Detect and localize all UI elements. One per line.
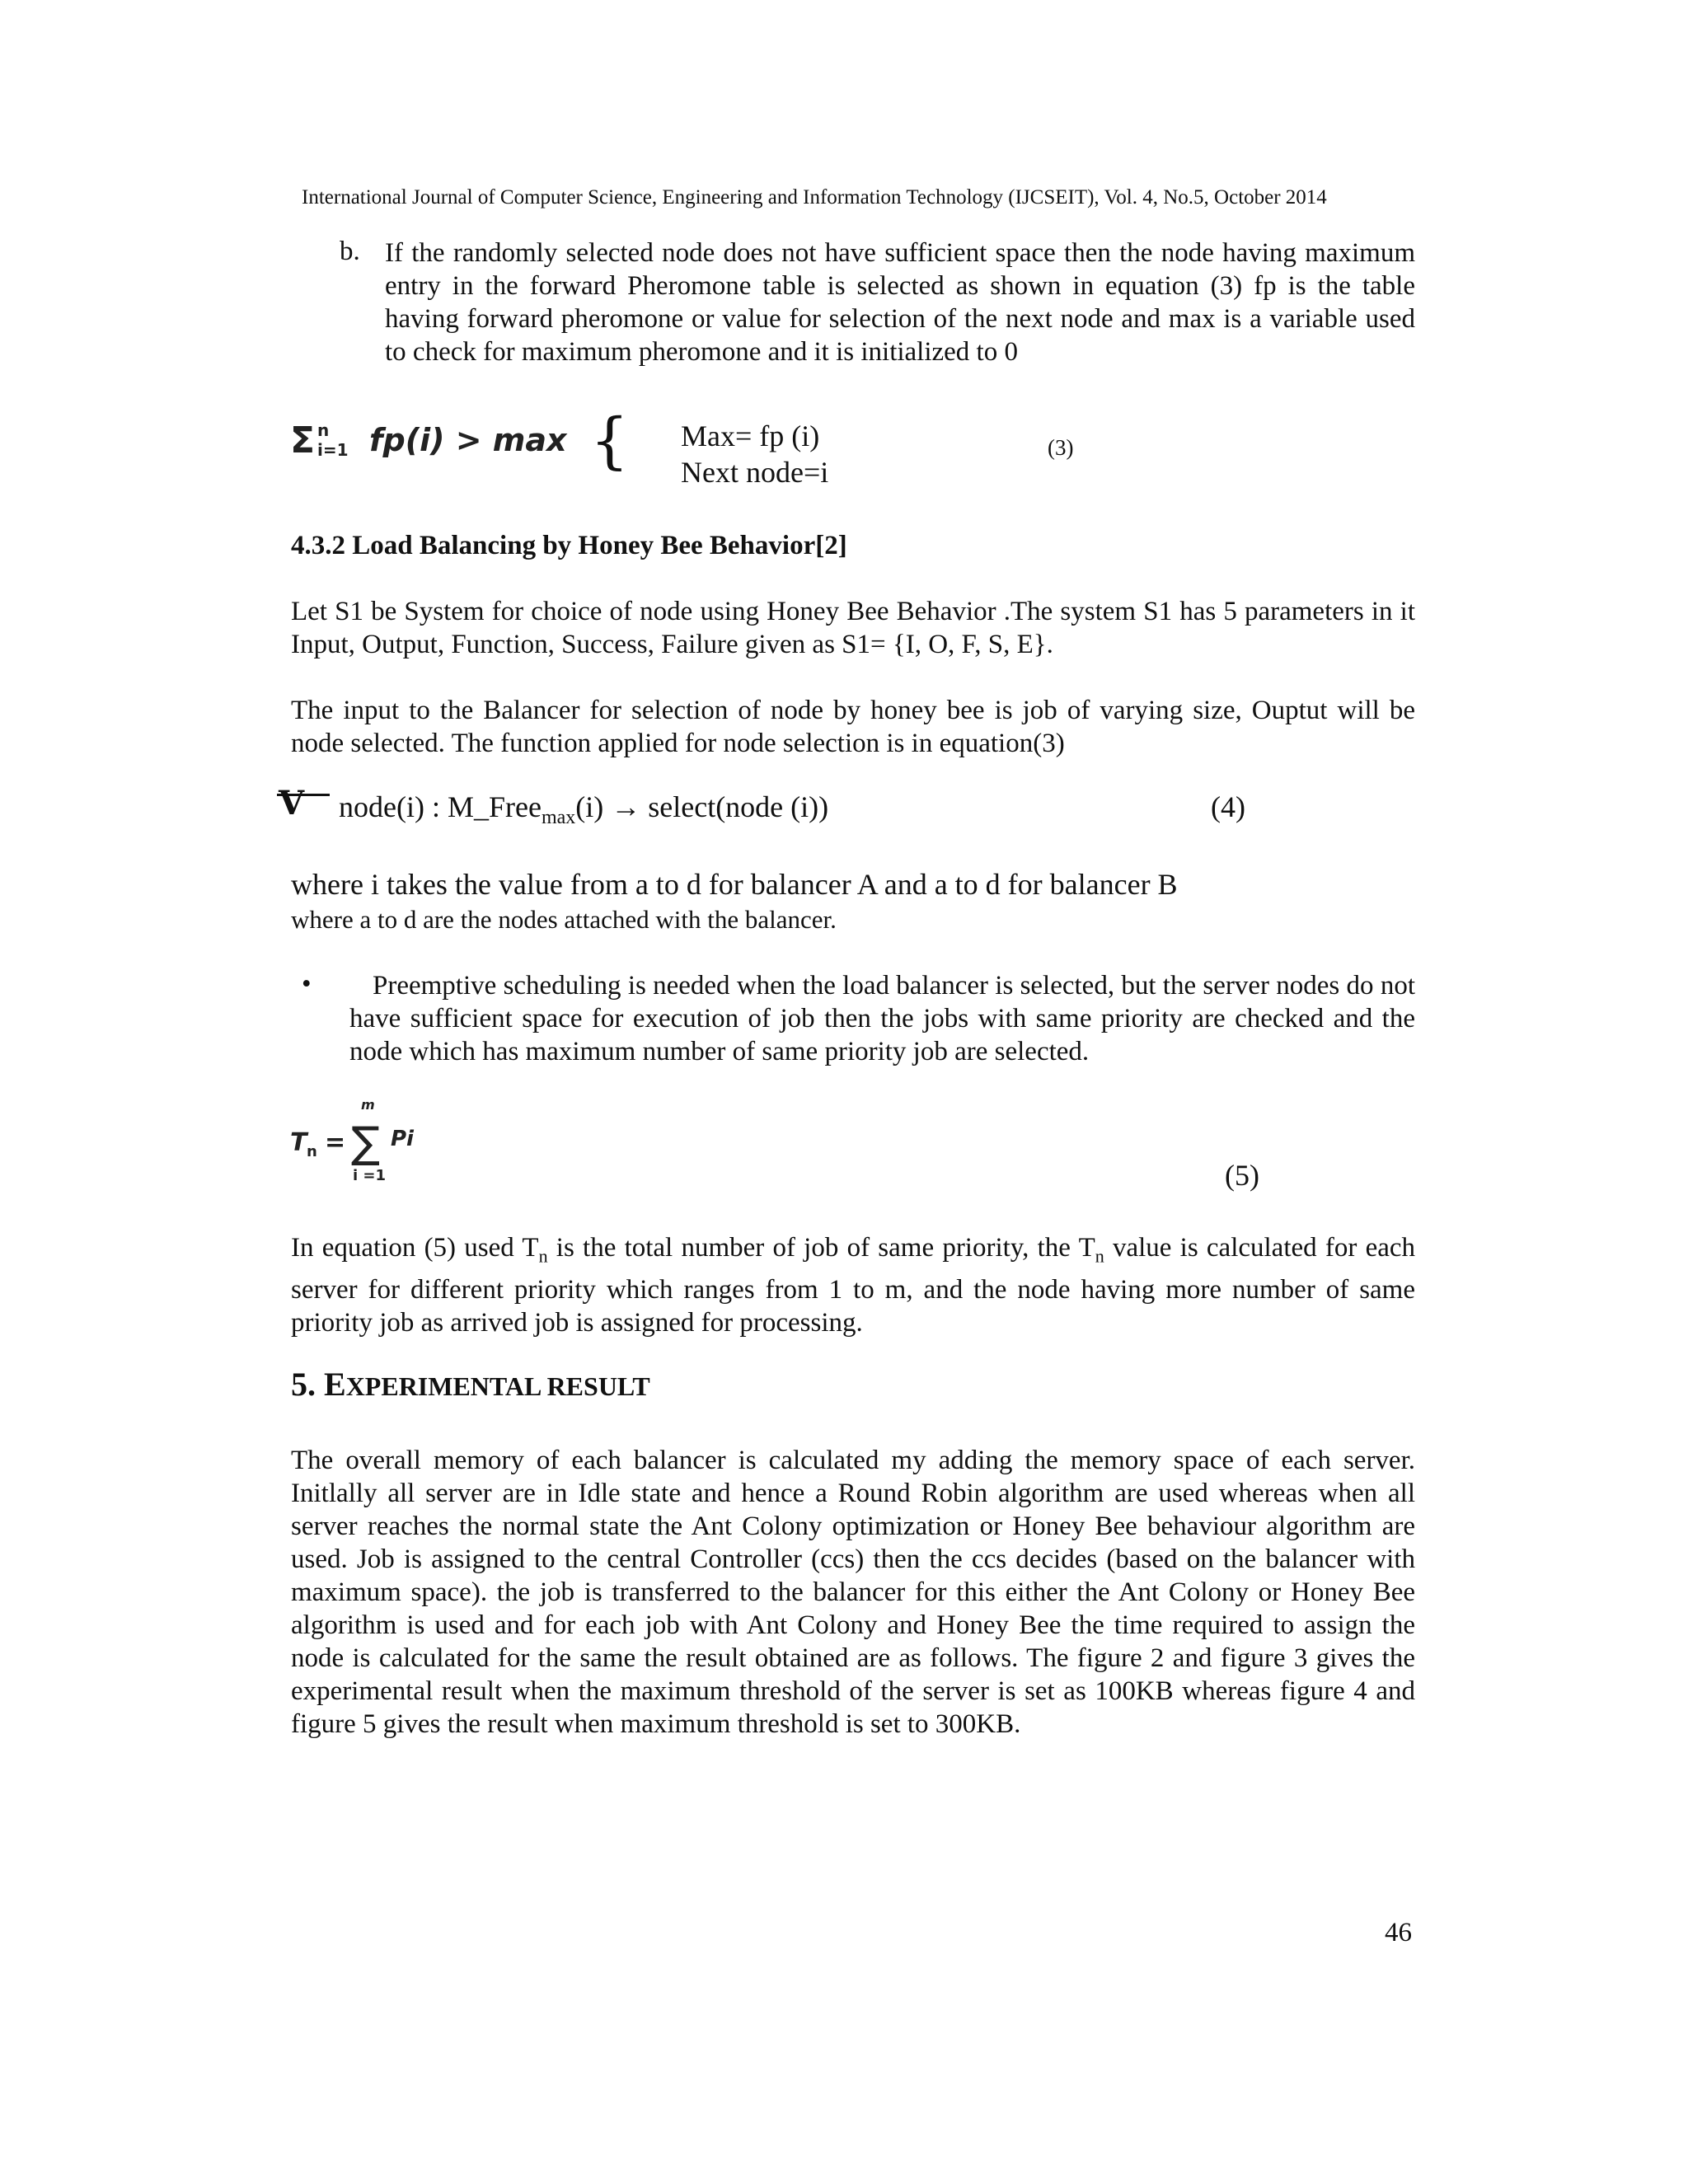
eq5-sum: ∑ [351, 1118, 381, 1168]
eq5-term: Pi [391, 1127, 414, 1151]
eq4-before: node(i) : M_Free [339, 790, 542, 823]
eq3-line1: Max= fp (i) [681, 419, 820, 452]
equation-5 [288, 1096, 429, 1191]
paragraph-s1-definition: Let S1 be System for choice of node using Honey Bee Behavior .The system S1 has 5 parameters in it Input, Output, Function, Success, Failure given as S1= {I, O, F, S, E}. [291, 597, 1415, 659]
eq5-lower: i =1 [353, 1167, 387, 1184]
where-line-1: where i takes the value from a to d for balancer A and a to d for balancer B [291, 868, 1178, 901]
list-item-b-text: If the randomly selected node does not have sufficient space then the node having maximum entry in the forward Pheromone table is selected as shown in equation (3) fp is the table having forward pheromone or value for selection of the next node and max is a variable used to check for maximum pheromone and it is initialized to 0 [385, 238, 1415, 367]
eq3-sum-upper: n [317, 420, 330, 440]
paragraph-experimental-result: The overall memory of each balancer is calculated my adding the memory space of each server. Initlally all server are in Idle state and hence a Round Robin algorithm are used whereas when all server reaches the normal state the Ant Colony optimization or Honey Bee behaviour algorithm are used. Job is assigned to the central Controller (ccs) then the ccs decides (based on the balancer with maximum space). the job is transferred to the balancer for this either the Ant Colony or Honey Bee algorithm is used and for each job with Ant Colony and Honey Bee the time required to assign the node is calculated for the same the result obtained are as follows. The figure 2 and figure 3 gives the experimental result when the maximum threshold of the server is set as 100KB whereas figure 4 and figure 5 gives the result when maximum threshold is set to 300KB. [291, 1446, 1415, 1739]
eq3-lhs-expr: fp(i) > max [369, 422, 567, 458]
section-heading-5: 5. EXPERIMENTAL RESULT [291, 1366, 650, 1403]
eq5-equals: = [325, 1128, 346, 1157]
paragraph-balancer-input: The input to the Balancer for selection of node by honey bee is job of varying size, Ouptut will be node selected. The function applied for node selection is in equation(3) [291, 696, 1415, 758]
equation-5-graphic [288, 1096, 429, 1187]
eq5-lhs: T [290, 1128, 307, 1157]
equation-3-lhs [290, 416, 587, 471]
where-line-2: where a to d are the nodes attached with the balancer. [291, 905, 837, 934]
paragraph-equation-5-explanation: In equation (5) used $T_n$ is the total number of job of same priority, the $T_n$ value is calculated for each server for different priority which ranges from 1 to m, and the node having more number of same priority job as arrived job is assigned for processing. [291, 1233, 1416, 1338]
eq3-brace: { [590, 405, 630, 476]
eq3-sum-sign: Σ [290, 419, 316, 462]
eq4-after: (i) → select(node (i)) [575, 790, 829, 823]
list-marker-b: b. [340, 237, 360, 266]
eq5-lhs-sub: n [307, 1143, 317, 1160]
section-heading-4-3-2: 4.3.2 Load Balancing by Honey Bee Behavior[2] [291, 531, 847, 560]
eq5-number: (5) [1225, 1159, 1259, 1192]
equation-4 [339, 790, 828, 829]
eq3-sum-lower: i=1 [317, 440, 349, 460]
eq4-number: (4) [1211, 790, 1245, 823]
running-header: International Journal of Computer Science, Engineering and Information Technology (IJCSEIT), Vol. 4, No.5, October 2014 [302, 186, 1327, 209]
equation-3-lhs-graphic [290, 416, 587, 467]
eq3-line2: Next node=i [681, 456, 829, 489]
eq4-quantifier: V [279, 784, 305, 823]
eq3-number: (3) [1048, 435, 1074, 460]
eq5-upper: m [361, 1097, 375, 1113]
page-number: 46 [1385, 1918, 1412, 1947]
bullet-marker: • [302, 969, 312, 999]
bullet-preemptive-text: Preemptive scheduling is needed when the load balancer is selected, but the server nodes do not have sufficient space for execution of job then the jobs with same priority are checked and the node which has maximum number of same priority job are selected. [349, 971, 1415, 1066]
eq4-sub: max [541, 807, 576, 829]
